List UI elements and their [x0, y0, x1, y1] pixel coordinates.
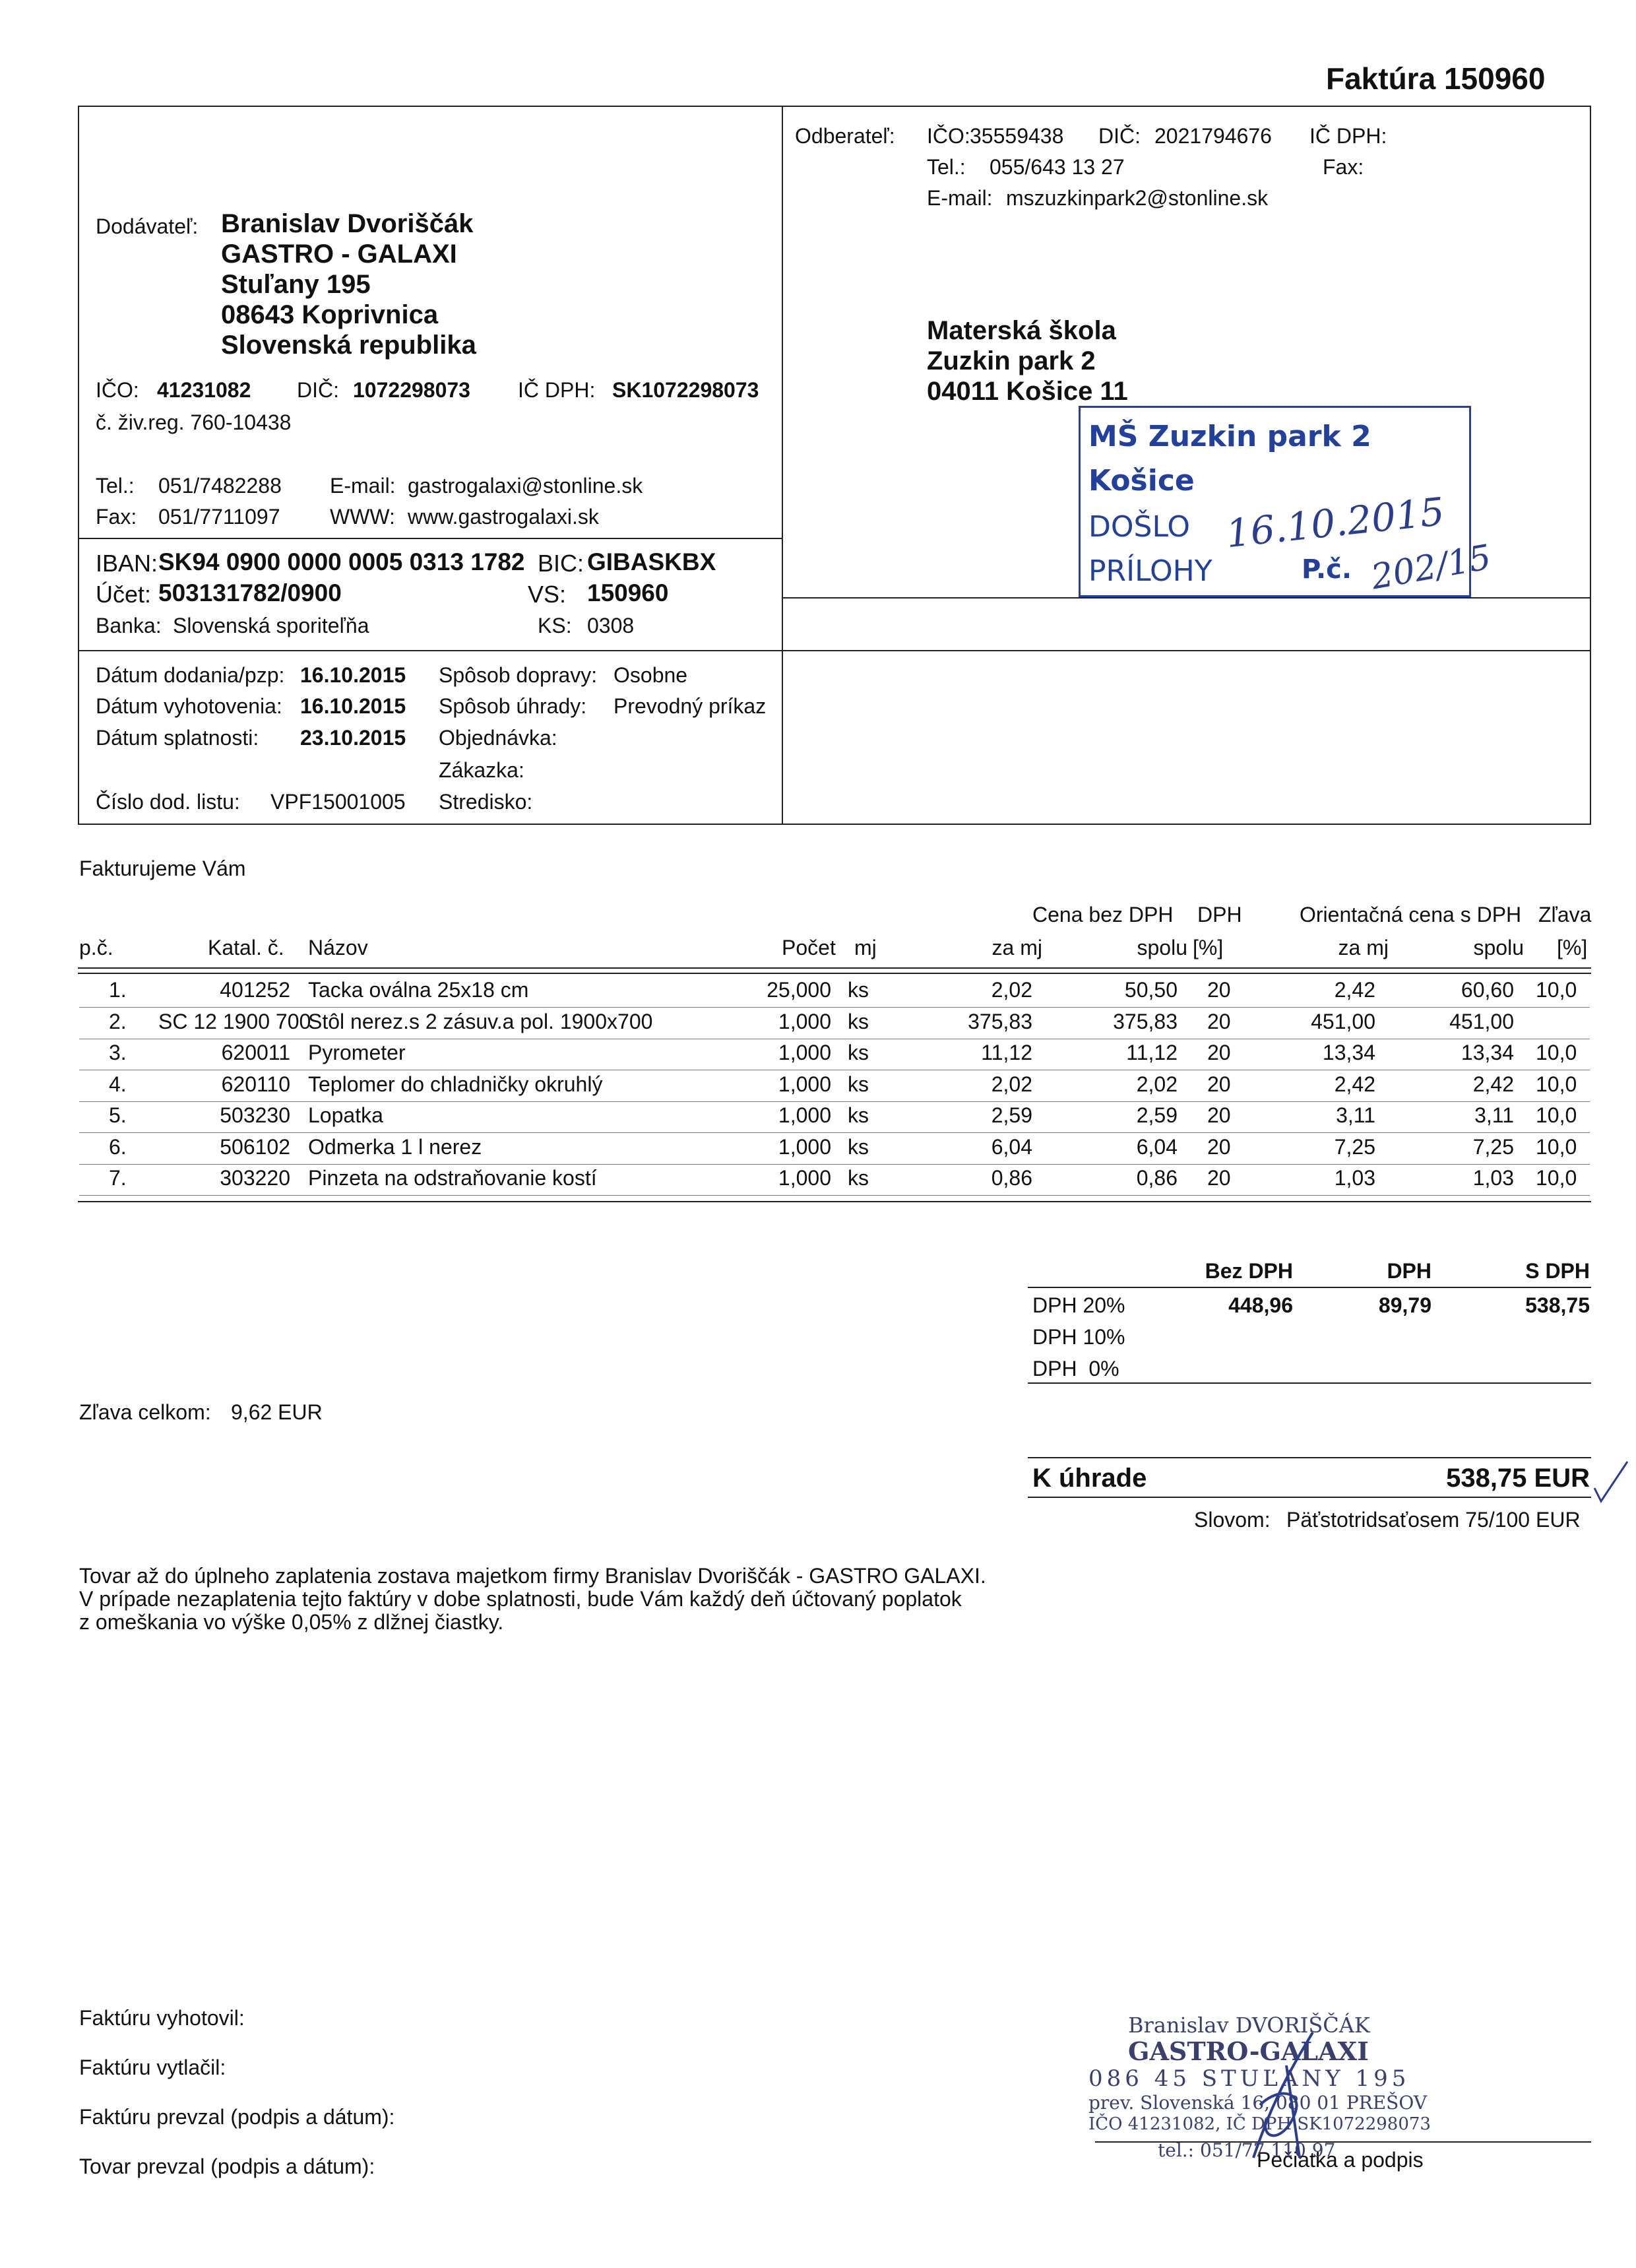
- cell-or-mj: 1,03: [1334, 1166, 1375, 1190]
- total-label: K úhrade: [1032, 1464, 1147, 1493]
- seal-line-3: 086 45 STUĽANY 195: [1088, 2065, 1410, 2092]
- cell-cena-spolu: 375,83: [1113, 1009, 1178, 1033]
- cell-cena-spolu: 6,04: [1136, 1134, 1178, 1159]
- cell-cena-mj: 6,04: [991, 1134, 1032, 1159]
- company-seal: [1088, 2013, 1458, 2164]
- cell-cena-mj: 0,86: [991, 1166, 1032, 1190]
- th-spolu: spolu: [1137, 936, 1187, 959]
- th-zlava: Zľava: [1538, 903, 1592, 926]
- seal-line-2: GASTRO-GALAXI: [1128, 2036, 1369, 2066]
- row-separator: [79, 1164, 1590, 1165]
- words-value: Päťstotridsaťosem 75/100 EUR: [1286, 1508, 1581, 1532]
- signature-scribble: [1214, 2026, 1346, 2171]
- row-separator: [79, 1195, 1590, 1196]
- transport-label: Spôsob dopravy:: [439, 663, 598, 687]
- iban-label: IBAN:: [96, 550, 158, 577]
- row-separator: [79, 1132, 1590, 1133]
- customer-street: Zuzkin park 2: [927, 346, 1096, 375]
- ks-value: 0308: [587, 614, 635, 637]
- order-label: Objednávka:: [439, 726, 557, 750]
- cell-mj: ks: [848, 978, 869, 1002]
- account-value: 503131782/0900: [158, 579, 342, 606]
- cell-pc: 5.: [109, 1103, 127, 1127]
- note-line-3: z omeškania vo výške 0,05% z dlžnej čiastky.: [79, 1610, 504, 1634]
- total-top-line: [1028, 1457, 1591, 1458]
- cell-pc: 1.: [109, 978, 127, 1002]
- invoice-title: Faktúra 150960: [1326, 61, 1546, 96]
- cell-pc: 3.: [109, 1041, 127, 1064]
- customer-lower-line: [782, 597, 1591, 599]
- delivery-date-label: Dátum dodania/pzp:: [96, 663, 285, 687]
- cell-dph: 20: [1207, 1166, 1231, 1190]
- cell-cena-spolu: 2,02: [1136, 1072, 1178, 1096]
- customer-label: Odberateľ:: [795, 124, 895, 148]
- header-divider: [782, 106, 783, 825]
- cell-zlava: 10,0: [1536, 1072, 1577, 1096]
- cell-cena-spolu: 0,86: [1136, 1166, 1178, 1190]
- discount-value: 9,62 EUR: [231, 1400, 323, 1424]
- stamp-number-handwritten: 202/15: [1368, 537, 1494, 598]
- cell-or-spolu: 13,34: [1461, 1041, 1514, 1064]
- words-label: Slovom:: [1194, 1508, 1271, 1532]
- customer-fax-label: Fax:: [1323, 155, 1364, 179]
- cell-zlava: 10,0: [1536, 978, 1577, 1002]
- table-header-line-2: [78, 973, 1591, 974]
- stamp-line2: Košice: [1088, 464, 1195, 498]
- cell-pocet: 25,000: [767, 978, 831, 1002]
- row-separator: [79, 1007, 1590, 1008]
- bank-top-line: [78, 538, 782, 539]
- cell-or-spolu: 451,00: [1449, 1009, 1514, 1033]
- cell-nazov: Pinzeta na odstraňovanie kostí: [308, 1166, 597, 1190]
- customer-email: mszuzkinpark2@stonline.sk: [1006, 186, 1269, 210]
- cell-pocet: 1,000: [778, 1072, 831, 1096]
- discount-label: Zľava celkom:: [79, 1400, 211, 1424]
- vat-head-s: S DPH: [1525, 1259, 1590, 1283]
- customer-email-label: E-mail:: [927, 186, 993, 210]
- bic-label: BIC:: [538, 550, 584, 577]
- cell-cena-spolu: 2,59: [1136, 1103, 1178, 1127]
- supplier-label: Dodávateľ:: [96, 214, 199, 238]
- issue-date-label: Dátum vyhotovenia:: [96, 694, 282, 718]
- table-header-line-1: [78, 967, 1591, 969]
- cell-dph: 20: [1207, 1041, 1231, 1064]
- supplier-email-label: E-mail:: [330, 474, 396, 498]
- vat-row-10-label: DPH 10%: [1032, 1325, 1125, 1349]
- cell-mj: ks: [848, 1041, 869, 1064]
- cell-or-spolu: 1,03: [1472, 1166, 1514, 1190]
- th-nazov: Názov: [308, 936, 368, 959]
- cell-or-spolu: 3,11: [1474, 1103, 1514, 1127]
- cell-pocet: 1,000: [778, 1166, 831, 1190]
- cell-katal: 303220: [220, 1166, 290, 1190]
- vat-row-0-label: DPH 0%: [1032, 1357, 1119, 1380]
- cell-cena-spolu: 50,50: [1124, 978, 1178, 1002]
- cell-cena-mj: 11,12: [981, 1041, 1032, 1064]
- cell-pc: 4.: [109, 1072, 127, 1096]
- dates-top-line: [78, 650, 1591, 651]
- customer-tel: 055/643 13 27: [990, 155, 1125, 179]
- due-date: 23.10.2015: [300, 726, 406, 750]
- cell-nazov: Stôl nerez.s 2 zásuv.a pol. 1900x700: [308, 1009, 653, 1033]
- th-orient: Orientačná cena s DPH: [1300, 903, 1522, 926]
- delivery-date: 16.10.2015: [300, 663, 406, 687]
- supplier-dic-label: DIČ:: [297, 378, 339, 402]
- total-value: 538,75 EUR: [1446, 1464, 1590, 1493]
- delivery-note-label: Číslo dod. listu:: [96, 790, 240, 814]
- cell-katal: 506102: [220, 1134, 290, 1159]
- th-dph: DPH: [1197, 903, 1242, 926]
- cell-zlava: 10,0: [1536, 1041, 1577, 1064]
- vat-head-dph: DPH: [1387, 1259, 1432, 1283]
- cell-cena-mj: 2,02: [991, 1072, 1032, 1096]
- supplier-www-label: WWW:: [330, 505, 395, 529]
- supplier-icdph: SK1072298073: [612, 378, 759, 402]
- supplier-ico: 41231082: [157, 378, 251, 402]
- transport-value: Osobne: [614, 663, 688, 687]
- cell-or-mj: 13,34: [1322, 1041, 1375, 1064]
- customer-ico-label: IČO:: [927, 124, 970, 148]
- note-line-1: Tovar až do úplneho zaplatenia zostava majetkom firmy Branislav Dvoriščák - GASTRO GALAXI.: [79, 1564, 986, 1588]
- vs-label: VS:: [528, 581, 567, 608]
- note-line-2: V prípade nezaplatenia tejto faktúry v dobe splatnosti, bude Vám každý deň účtovaný poplatok: [79, 1587, 962, 1611]
- stamp-prilohy: PRÍLOHY: [1088, 554, 1212, 588]
- vat-row-20-dph: 89,79: [1378, 1293, 1432, 1317]
- customer-name: Materská škola: [927, 316, 1116, 345]
- cell-or-spolu: 7,25: [1472, 1134, 1514, 1159]
- supplier-ico-label: IČO:: [96, 378, 139, 402]
- issued-by-label: Faktúru vyhotovil:: [79, 2006, 245, 2030]
- cell-pc: 2.: [109, 1009, 127, 1033]
- cell-dph: 20: [1207, 978, 1231, 1002]
- supplier-country: Slovenská republika: [221, 331, 476, 360]
- customer-city: 04011 Košice 11: [927, 377, 1128, 406]
- iban-value: SK94 0900 0000 0005 0313 1782: [158, 548, 525, 575]
- supplier-reg: č. živ.reg. 760-10438: [96, 410, 292, 434]
- items-intro: Fakturujeme Vám: [79, 857, 246, 880]
- cell-cena-spolu: 11,12: [1126, 1041, 1178, 1064]
- th-spolu2: spolu: [1473, 936, 1524, 959]
- cell-pc: 7.: [109, 1166, 127, 1190]
- printed-by-label: Faktúru vytlačil:: [79, 2056, 226, 2079]
- cell-dph: 20: [1207, 1009, 1231, 1033]
- seal-line-4: prev. Slovenská 16, 080 01 PREŠOV: [1088, 2092, 1428, 2114]
- cell-zlava: 10,0: [1536, 1134, 1577, 1159]
- supplier-name: Branislav Dvoriščák: [221, 209, 474, 238]
- cell-mj: ks: [848, 1134, 869, 1159]
- cell-zlava: 10,0: [1536, 1103, 1577, 1127]
- cell-katal: 620110: [221, 1072, 290, 1096]
- supplier-fax: 051/7711097: [158, 505, 280, 529]
- cell-dph: 20: [1207, 1072, 1231, 1096]
- cell-mj: ks: [848, 1072, 869, 1096]
- cell-or-mj: 7,25: [1334, 1134, 1375, 1159]
- cell-cena-mj: 2,02: [991, 978, 1032, 1002]
- stamp-doslo: DOŠLO: [1088, 510, 1191, 544]
- seal-line-1: Branislav DVORIŠČÁK: [1128, 2013, 1370, 2038]
- delivery-note: VPF15001005: [270, 790, 406, 814]
- th-katal: Katal. č.: [208, 936, 284, 959]
- cell-dph: 20: [1207, 1103, 1231, 1127]
- cell-or-spolu: 2,42: [1472, 1072, 1514, 1096]
- stamp-date-handwritten: 16.10.2015: [1224, 488, 1447, 557]
- vat-row-20-s: 538,75: [1525, 1293, 1590, 1317]
- th-za-mj2: za mj: [1338, 936, 1389, 959]
- row-separator: [79, 1101, 1590, 1102]
- cell-cena-mj: 2,59: [991, 1103, 1032, 1127]
- th-pct: [%]: [1193, 936, 1224, 959]
- cell-pocet: 1,000: [778, 1009, 831, 1033]
- customer-tel-label: Tel.:: [927, 155, 966, 179]
- customer-icdph-label: IČ DPH:: [1309, 124, 1387, 148]
- issue-date: 16.10.2015: [300, 694, 406, 718]
- th-za-mj: za mj: [991, 936, 1042, 959]
- cell-dph: 20: [1207, 1134, 1231, 1159]
- customer-dic: 2021794676: [1154, 124, 1272, 148]
- th-pct2: [%]: [1557, 936, 1588, 959]
- cell-nazov: Pyrometer: [308, 1041, 406, 1064]
- supplier-tel-label: Tel.:: [96, 474, 135, 498]
- supplier-city: 08643 Koprivnica: [221, 300, 439, 329]
- bank-value: Slovenská sporiteľňa: [173, 614, 369, 637]
- cell-nazov: Lopatka: [308, 1103, 383, 1127]
- cell-or-spolu: 60,60: [1461, 978, 1514, 1002]
- payment-label: Spôsob úhrady:: [439, 694, 587, 718]
- bic-value: GIBASKBX: [587, 548, 716, 575]
- account-label: Účet:: [96, 581, 152, 608]
- center-label: Stredisko:: [439, 790, 533, 814]
- bank-label: Banka:: [96, 614, 162, 637]
- cell-nazov: Teplomer do chladničky okruhlý: [308, 1072, 603, 1096]
- supplier-tel: 051/7482288: [158, 474, 282, 498]
- cell-nazov: Odmerka 1 l nerez: [308, 1134, 482, 1159]
- cell-or-mj: 451,00: [1311, 1009, 1375, 1033]
- cell-mj: ks: [848, 1009, 869, 1033]
- cell-katal: 401252: [220, 978, 290, 1002]
- cell-katal: 620011: [221, 1041, 290, 1064]
- checkmark-icon: [1591, 1458, 1631, 1505]
- cell-pocet: 1,000: [778, 1041, 831, 1064]
- stamp-sign-label: Pečiatka a podpis: [1257, 2148, 1424, 2172]
- payment-value: Prevodný príkaz: [614, 694, 767, 718]
- vat-head-bez: Bez DPH: [1205, 1259, 1293, 1283]
- cell-pocet: 1,000: [778, 1134, 831, 1159]
- due-date-label: Dátum splatnosti:: [96, 726, 259, 750]
- customer-dic-label: DIČ:: [1098, 124, 1141, 148]
- cell-pocet: 1,000: [778, 1103, 831, 1127]
- job-label: Zákazka:: [439, 758, 524, 782]
- supplier-dic: 1072298073: [353, 378, 470, 402]
- cell-cena-mj: 375,83: [968, 1009, 1032, 1033]
- vat-row-20-label: DPH 20%: [1032, 1293, 1125, 1317]
- cell-katal: SC 12 1900 700: [158, 1009, 311, 1033]
- supplier-www: www.gastrogalaxi.sk: [408, 505, 599, 529]
- th-pocet: Počet: [782, 936, 836, 959]
- cell-mj: ks: [848, 1166, 869, 1190]
- supplier-street: Stuľany 195: [221, 270, 371, 299]
- th-pc: p.č.: [79, 936, 113, 959]
- cell-nazov: Tacka oválna 25x18 cm: [308, 978, 529, 1002]
- customer-ico: 35559438: [970, 124, 1064, 148]
- cell-or-mj: 3,11: [1336, 1103, 1375, 1127]
- cell-pc: 6.: [109, 1134, 127, 1159]
- vat-row-20-bez: 448,96: [1228, 1293, 1293, 1317]
- stamp-line1: MŠ Zuzkin park 2: [1088, 420, 1371, 453]
- ks-label: KS:: [538, 614, 572, 637]
- receipt-stamp: [1079, 406, 1494, 598]
- supplier-icdph-label: IČ DPH:: [518, 378, 596, 402]
- total-bottom-line: [1028, 1497, 1591, 1498]
- th-mj: mj: [854, 936, 877, 959]
- cell-or-mj: 2,42: [1334, 978, 1375, 1002]
- supplier-email: gastrogalaxi@stonline.sk: [408, 474, 643, 498]
- th-cena-bez: Cena bez DPH: [1032, 903, 1174, 926]
- vat-bottom-line: [1028, 1382, 1591, 1384]
- table-bottom-line: [78, 1201, 1591, 1202]
- received-by-label: Faktúru prevzal (podpis a dátum):: [79, 2105, 395, 2129]
- cell-or-mj: 2,42: [1334, 1072, 1375, 1096]
- cell-zlava: 10,0: [1536, 1166, 1577, 1190]
- vs-value: 150960: [587, 579, 669, 606]
- seal-line-5: IČO 41231082, IČ DPH SK1072298073: [1088, 2114, 1431, 2134]
- seal-line-6: tel.: 051/77 110 97: [1158, 2139, 1336, 2161]
- vat-head-line: [1028, 1287, 1591, 1288]
- supplier-fax-label: Fax:: [96, 505, 137, 529]
- cell-katal: 503230: [220, 1103, 290, 1127]
- cell-mj: ks: [848, 1103, 869, 1127]
- stamp-pc: P.č.: [1302, 554, 1352, 585]
- goods-received-label: Tovar prevzal (podpis a dátum):: [79, 2155, 375, 2178]
- supplier-company: GASTRO - GALAXI: [221, 240, 457, 269]
